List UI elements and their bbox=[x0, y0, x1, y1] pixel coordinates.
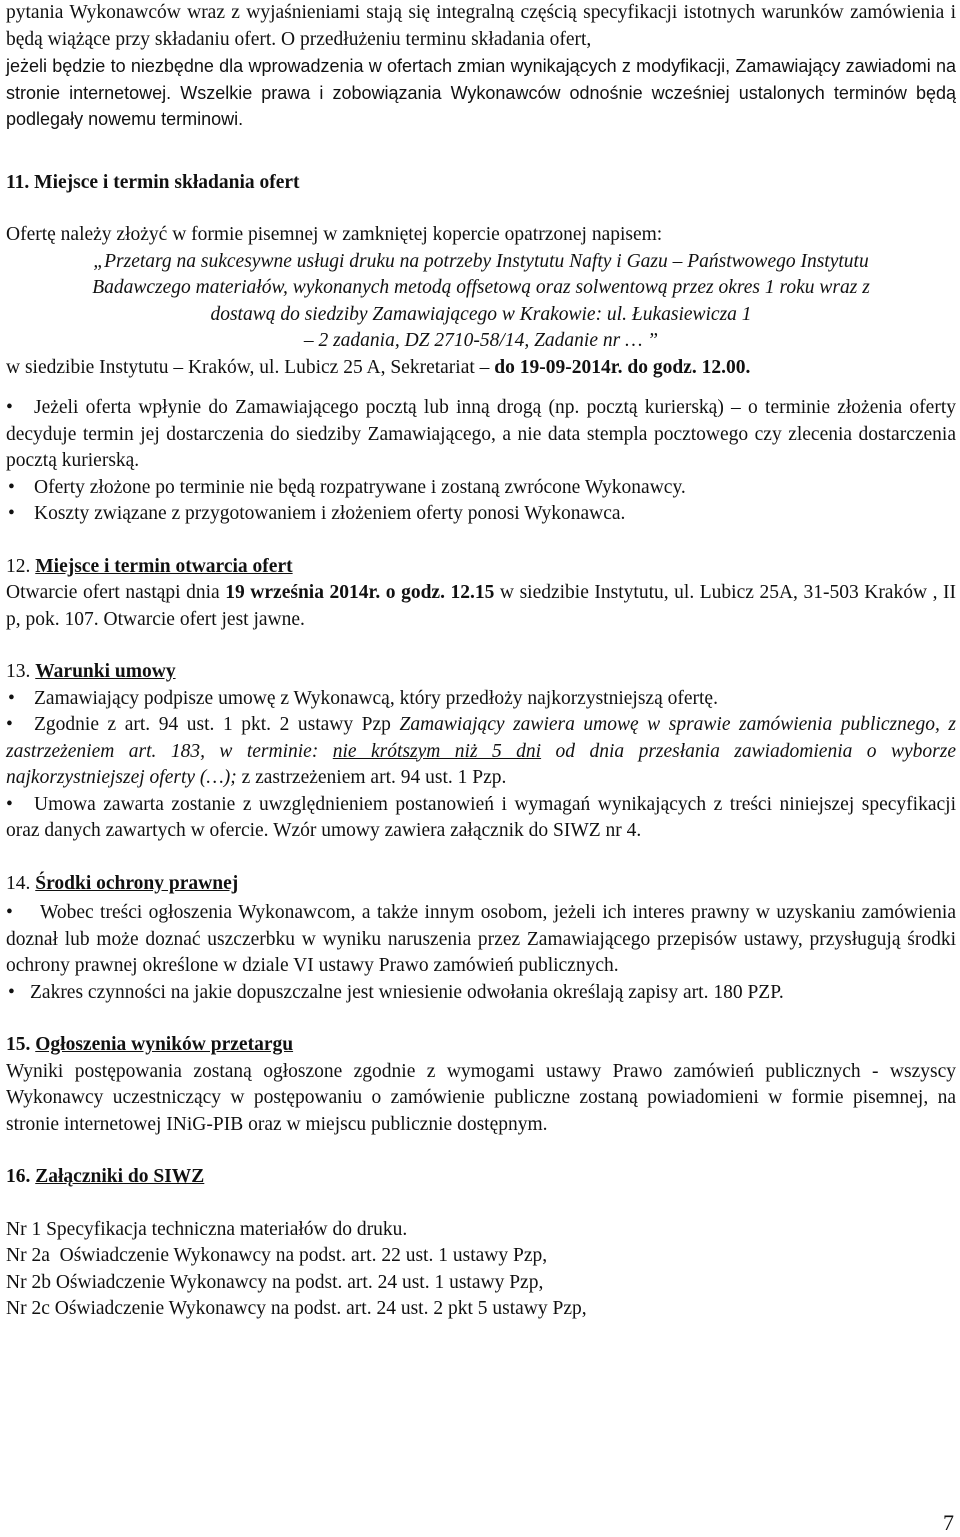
bullet-icon: • bbox=[8, 981, 15, 1003]
section-16-number: 16. bbox=[6, 1166, 36, 1187]
bullet-legal-remedies-text: Wobec treści ogłoszenia Wykonawcom, a także innym osobom, jeżeli ich interes prawny w uzyskaniu zamówienia doznał lub może doznać uszczerbku w wyniku naruszenia przez Zamawiającego przepisów ustawy, przysługują środki ochrony prawnej określone w dziale VI ustawy Prawo zamówień publicznych. bbox=[6, 902, 956, 976]
art-94-quote-2: od dnia przesłania zawiadomienia o wyborze najkorzystniejszej oferty (…); bbox=[6, 740, 956, 788]
bullet-appeal-scope bbox=[6, 980, 956, 1007]
bullet-contract-terms bbox=[6, 792, 956, 845]
art-94-period: nie krótszym niż 5 dni bbox=[332, 740, 542, 762]
section-13-title: Warunki umowy bbox=[35, 661, 176, 682]
attachments-list bbox=[6, 1217, 956, 1323]
envelope-label-2: Badawczego materiałów, wykonanych metodą offsetową oraz solwentową przez okres 1 roku wraz z bbox=[92, 277, 870, 298]
opening-datetime: 19 września 2014r. o godz. 12.15 bbox=[225, 582, 495, 603]
page-number: 7 bbox=[943, 1510, 954, 1535]
bullet-late-offers-text: Oferty złożone po terminie nie będą rozpatrywane i zostaną zwrócone Wykonawcy. bbox=[34, 476, 686, 498]
bullet-delivery-text: Jeżeli oferta wpłynie do Zamawiającego pocztą lub inną drogą (np. pocztą kurierską) – o terminie złożenia oferty decyduje termin jej dostarczenia do siedziby Zamawiającego, a nie data stempla pocztowego czy zlecenia dostarczenia pocztą kurierską. bbox=[6, 397, 956, 471]
section-14-heading bbox=[6, 871, 956, 898]
bullet-costs bbox=[6, 501, 956, 528]
bullet-icon: • bbox=[6, 793, 13, 815]
envelope-label-4: – 2 zadania, DZ 2710-58/14, Zadanie nr … ” bbox=[303, 330, 659, 351]
section-15-number: 15. bbox=[6, 1034, 36, 1055]
envelope-label-1: „Przetarg na sukcesywne usługi druku na potrzeby Instytutu Nafty i Gazu – Państwowego Instytutu bbox=[93, 250, 869, 272]
bullet-icon: • bbox=[8, 503, 15, 524]
section-12-number: 12. bbox=[6, 555, 36, 577]
bullet-icon: • bbox=[6, 714, 13, 735]
bullet-icon: • bbox=[6, 397, 13, 418]
bullet-costs-text: Koszty związane z przygotowaniem i złożeniem oferty ponosi Wykonawca. bbox=[34, 503, 626, 524]
section-16-title: Załączniki do SIWZ bbox=[35, 1166, 205, 1187]
section-15-title: Ogłoszenia wyników przetargu bbox=[35, 1034, 294, 1055]
section-12-heading bbox=[6, 554, 956, 581]
section-11-intro: Ofertę należy złożyć w formie pisemnej w zamkniętej kopercie opatrzonej napisem: bbox=[6, 224, 663, 245]
submission-address-text: w siedzibie Instytutu – Kraków, ul. Lubicz 25 A, Sekretariat – bbox=[6, 356, 495, 378]
attachment-item: Nr 1 Specyfikacja techniczna materiałów do druku. bbox=[6, 1218, 408, 1240]
section-12-title: Miejsce i termin otwarcia ofert bbox=[35, 555, 293, 577]
envelope-label-3: dostawą do siedziby Zamawiającego w Krakowie: ul. Łukasiewicza 1 bbox=[210, 303, 752, 325]
bullet-sign-contract-text: Zamawiający podpisze umowę z Wykonawcą, który przedłoży najkorzystniejszą ofertę. bbox=[34, 687, 718, 709]
submission-address bbox=[6, 355, 956, 382]
bullet-appeal-scope-text: Zakres czynności na jakie dopuszczalne jest wniesienie odwołania określają zapisy art. 180 PZP. bbox=[30, 981, 784, 1003]
section-14-number: 14. bbox=[6, 872, 36, 894]
section-15-body: Wyniki postępowania zostaną ogłoszone zgodnie z wymogami ustawy Prawo zamówień publicznych - wszyscy Wykonawcy uczestniczący w postępowaniu o zamówienie publiczne zostaną powiadomieni w formie pisemnej, na stronie internetowej INiG-PIB oraz w miejscu publicznie dostępnym. bbox=[6, 1060, 956, 1135]
top-paragraph-sans: jeżeli będzie to niezbędne dla wprowadzenia w ofertach zmian wynikających z modyfikacji, Zamawiający zawiadomi na stronie internetowej. Wszelkie prawa i zobowiązania Wykonawców odnośnie wcześniej ustalonych terminów będą podlegały nowemu terminowi. bbox=[6, 56, 956, 129]
art-94-reservation: z zastrzeżeniem art. 94 ust. 1 Pzp. bbox=[236, 767, 507, 788]
section-13-number: 13. bbox=[6, 661, 36, 682]
top-paragraph-serif: pytania Wykonawców wraz z wyjaśnieniami stają się integralną częścią specyfikacji istotnych warunków zamówienia i będą wiążące przy składaniu ofert. O przedłużeniu terminu składania ofert, bbox=[6, 2, 956, 50]
section-12-body bbox=[6, 580, 956, 633]
art-94-text: Zgodnie z art. 94 ust. 1 pkt. 2 ustawy Pzp bbox=[34, 714, 400, 735]
section-11-heading: 11. Miejsce i termin składania ofert bbox=[6, 171, 300, 193]
section-14-title: Środki ochrony prawnej bbox=[35, 872, 239, 894]
bullet-delivery-rule bbox=[6, 395, 956, 475]
section-13-heading bbox=[6, 659, 956, 686]
section-16-heading bbox=[6, 1164, 956, 1191]
attachment-item: Nr 2a Oświadczenie Wykonawcy na podst. art. 22 ust. 1 ustawy Pzp, bbox=[6, 1245, 548, 1266]
bullet-contract-terms-text: Umowa zawarta zostanie z uwzględnieniem postanowień i wymagań wynikających z treści niniejszej specyfikacji oraz danych zawartych w ofercie. Wzór umowy zawiera załącznik do SIWZ nr 4. bbox=[6, 793, 956, 841]
bullet-late-offers bbox=[6, 475, 956, 502]
bullet-legal-remedies bbox=[6, 900, 956, 980]
submission-deadline: do 19-09-2014r. do godz. 12.00. bbox=[494, 356, 751, 378]
attachment-item: Nr 2b Oświadczenie Wykonawcy na podst. art. 24 ust. 1 ustawy Pzp, bbox=[6, 1271, 544, 1293]
opening-text-2: w siedzibie Instytutu, ul. Lubicz 25A, 31-503 Kraków , II p, pok. 107. Otwarcie ofert jest jawne. bbox=[6, 582, 957, 630]
document-page bbox=[6, 0, 956, 1323]
bullet-icon: • bbox=[6, 902, 13, 923]
opening-text-1: Otwarcie ofert nastąpi dnia bbox=[6, 582, 226, 603]
bullet-icon: • bbox=[8, 476, 15, 498]
art-94-quote-1: Zamawiający zawiera umowę w sprawie zamówienia publicznego, z zastrzeżeniem art. 183, w terminie: bbox=[6, 714, 956, 762]
bullet-sign-contract bbox=[6, 686, 956, 713]
attachment-item: Nr 2c Oświadczenie Wykonawcy na podst. art. 24 ust. 2 pkt 5 ustawy Pzp, bbox=[6, 1298, 587, 1319]
section-15-heading bbox=[6, 1032, 956, 1059]
bullet-icon: • bbox=[8, 687, 15, 709]
bullet-art-94 bbox=[6, 712, 956, 792]
